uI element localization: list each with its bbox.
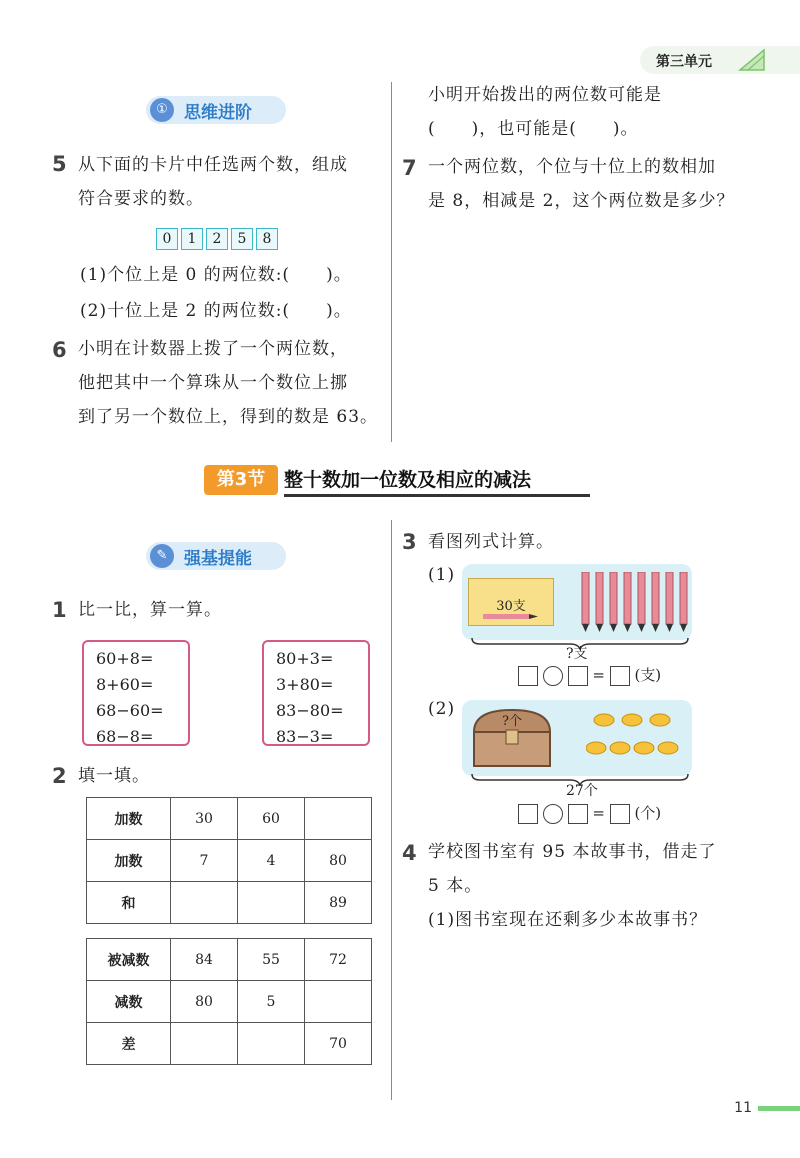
total-label-2: 27个 xyxy=(566,783,598,799)
pencil-icon: ✎ xyxy=(150,544,174,568)
triangle-ruler-icon xyxy=(738,48,766,72)
equation-2: = (个) xyxy=(518,802,661,824)
answer-box[interactable] xyxy=(568,804,588,824)
loose-pencils-illustration xyxy=(580,572,690,638)
answer-box[interactable] xyxy=(518,804,538,824)
page-number: 11 xyxy=(734,1100,752,1116)
question-1-text: 比一比，算一算。 xyxy=(78,600,222,620)
subtraction-table xyxy=(86,938,372,1065)
question-number-2: 2 xyxy=(52,764,67,788)
column-divider-bottom xyxy=(391,520,392,1100)
question-2-text: 填一填。 xyxy=(78,766,150,786)
table-row: 被减数 84 55 72 xyxy=(87,939,372,981)
question-number-1: 1 xyxy=(52,598,67,622)
total-label-1: ?支 xyxy=(566,646,588,662)
pencil-box-label: 30支 xyxy=(496,599,526,614)
unit-label: (支) xyxy=(634,666,662,684)
question-4-text: 学校图书室有 95 本故事书，借走了 5 本。 (1)图书室现在还剩多少本故事书？ xyxy=(428,842,717,930)
number-card: 2 xyxy=(206,228,228,250)
number-card: 5 xyxy=(231,228,253,250)
number-card: 0 xyxy=(156,228,178,250)
question-6-continued: 小明开始拨出的两位数可能是 ( )，也可能是( )。 xyxy=(428,85,662,139)
table-row: 和 89 xyxy=(87,882,372,924)
question-number-4: 4 xyxy=(402,841,417,865)
table-row: 减数 80 5 xyxy=(87,981,372,1023)
chest-label: ?个 xyxy=(502,714,522,729)
operator-circle[interactable] xyxy=(543,804,563,824)
answer-box[interactable] xyxy=(610,666,630,686)
question-number-7: 7 xyxy=(402,156,417,180)
calc-box-2: 80+3= 3+80= 83−80= 83−3= xyxy=(262,640,370,746)
unit-label: 第三单元 xyxy=(656,54,712,70)
question-number-5: 5 xyxy=(52,152,67,176)
answer-box[interactable] xyxy=(518,666,538,686)
part-1-label: (1) xyxy=(428,565,456,585)
answer-box[interactable] xyxy=(568,666,588,686)
question-5-sub2: (2)十位上是 2 的两位数:( )。 xyxy=(80,301,352,321)
question-number-6: 6 xyxy=(52,338,67,362)
unit-tab xyxy=(640,46,800,74)
answer-box[interactable] xyxy=(610,804,630,824)
number-card: 1 xyxy=(181,228,203,250)
pencil-icon xyxy=(483,611,539,621)
operator-circle[interactable] xyxy=(543,666,563,686)
unit-label: (个) xyxy=(634,804,662,822)
pencil-box-illustration xyxy=(468,578,554,626)
question-7-text: 一个两位数，个位与十位上的数相加 是 8，相减是 2，这个两位数是多少？ xyxy=(428,157,735,211)
column-divider-top xyxy=(391,82,392,442)
question-number-3: 3 xyxy=(402,530,417,554)
addition-table xyxy=(86,797,372,924)
thinking-badge: ① 思维进阶 xyxy=(146,96,286,124)
number-cards xyxy=(156,228,281,250)
treasure-picture xyxy=(462,700,692,776)
gold-ingots-illustration xyxy=(586,708,686,768)
number-card: 8 xyxy=(256,228,278,250)
table-row: 差 70 xyxy=(87,1023,372,1065)
part-2-label: (2) xyxy=(428,699,456,719)
equation-1: = (支) xyxy=(518,664,661,686)
question-5-sub1: (1)个位上是 0 的两位数:( )。 xyxy=(80,265,352,285)
section-tag: 第3节 xyxy=(204,465,278,495)
section-underline xyxy=(284,494,590,497)
calc-box-1: 60+8= 8+60= 68−60= 68−8= xyxy=(82,640,190,746)
pencils-picture xyxy=(462,564,692,640)
question-5-text: 从下面的卡片中任选两个数，组成 符合要求的数。 xyxy=(78,155,348,209)
question-3-text: 看图列式计算。 xyxy=(428,532,554,552)
question-6-text: 小明在计数器上拨了一个两位数， 他把其中一个算珠从一个数位上挪 到了另一个数位上，得到的数是 63。 xyxy=(78,339,379,427)
table-row: 加数 30 60 xyxy=(87,798,372,840)
foundation-badge: ✎ 强基提能 xyxy=(146,542,286,570)
section-title: 整十数加一位数及相应的减法 xyxy=(284,469,532,491)
table-row: 加数 7 4 80 xyxy=(87,840,372,882)
medal-icon: ① xyxy=(150,98,174,122)
page-accent-bar xyxy=(758,1106,800,1111)
